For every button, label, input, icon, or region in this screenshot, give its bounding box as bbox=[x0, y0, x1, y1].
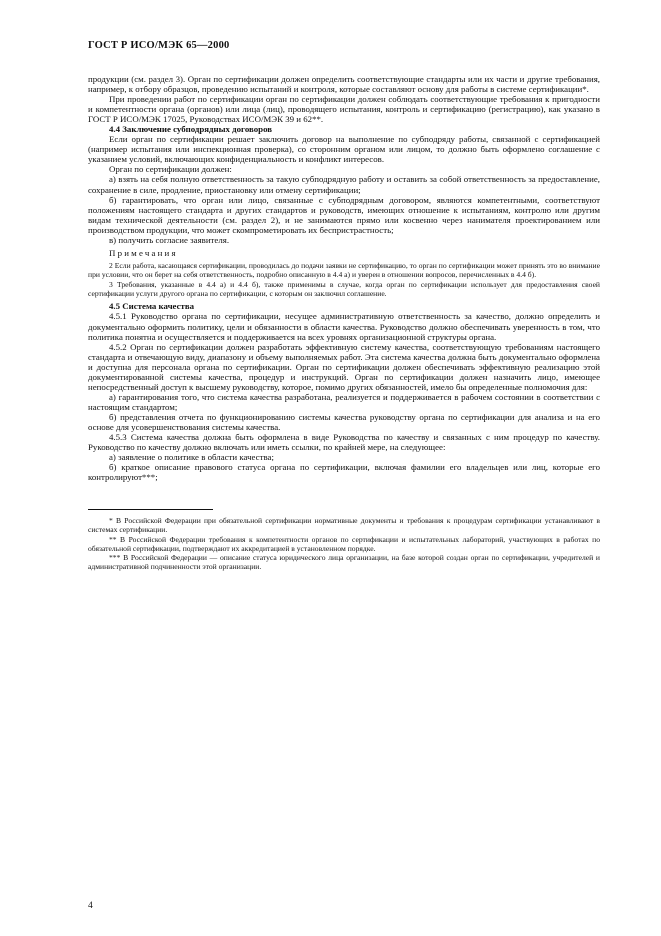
list-item: а) заявление о политике в области качества; bbox=[109, 452, 274, 463]
paragraph: Если орган по сертификации решает заключить договор на выполнение по субподряду работы, связанной с сертификацией (например испытания или инспекционная проверка), со сторонним органом или лицом, то должно быть оформлено соглашение с указанием условий, включающих конфиденциальность и конфликт интересов. bbox=[88, 134, 600, 165]
list-item: в) получить согласие заявителя. bbox=[109, 234, 230, 245]
paragraph: 4.5.3 Система качества должна быть оформлена в виде Руководства по качеству и связанных с ним процедур по качеству. Руководство по качеству должно включать или иметь ссылки, по крайней мере, на следующее: bbox=[88, 432, 600, 453]
paragraph: продукции (см. раздел 3). Орган по сертификации должен определить соответствующие стандарты или их части и другие требования, например, к отбору образцов, проведению испытаний и контроля, которые составляют основу для работы в системе сертификации*. bbox=[88, 74, 600, 95]
document-page bbox=[88, 40, 600, 571]
list-item: б) гарантировать, что орган или лицо, связанные с субподрядным договором, являются компетентными, соответствуют положениям настоящего стандарта и других стандартов и руководств, имеющих отношение к испытаниям, контролю или другим видам технической деятельности (см. раздел 2), и не занимаются прямо или косвенно через нанимателя проектированием или производством продукции, что может скомпрометировать их беспристрастность; bbox=[88, 194, 600, 235]
paragraph: 4.5.2 Орган по сертификации должен разработать эффективную систему качества, соответствующую требованиям настоящего стандарта и отвечающую виду, диапазону и объему выполняемых работ. Эта система качества должна быть документально оформлена и доступна для персонала органа по сертификации. Орган по сертификации должен обеспечивать эффективную реализацию этой документированной системы качества, процедур и инструкций. Орган по сертификации должен назначить лицо, имеющее непосредственный доступ к высшему руководству, которое, помимо других обязанностей, имело бы определенные полномочия для: bbox=[88, 341, 600, 392]
footnote: ** В Российской Федерации требования к компетентности органов по сертификации и испытательных лабораторий, участвующих в работах по обязательной сертификации, подтверждают их аккредитацией в установленном порядке. bbox=[88, 534, 600, 553]
document-header: ГОСТ Р ИСО/МЭК 65—2000 bbox=[88, 40, 230, 51]
footnote-divider bbox=[88, 509, 213, 510]
section-heading-4-4: 4.4 Заключение субподрядных договоров bbox=[109, 124, 273, 135]
page-number: 4 bbox=[88, 901, 93, 911]
note: 3 Требования, указанные в 4.4 а) и 4.4 б), также применимы в случае, когда орган по сертификации использует для предоставления своей сертификации услуги другого органа по сертификации, с которым он заключил соглашение. bbox=[88, 279, 600, 299]
notes-title: Примечания bbox=[109, 247, 178, 258]
paragraph: 4.5.1 Руководство органа по сертификации, несущее административную ответственность за качество, должно определить и документально оформить политику, цели и обязанности в области качества. Руководство должно обеспечивать уверенность в том, что политика понятна и осуществляется и поддерживается на всех уровнях организационной структуры органа. bbox=[88, 311, 600, 342]
note: 2 Если работа, касающаяся сертификации, проводилась до подачи заявки не сертификацию, то орган по сертификации может принять это во внимание при условии, что он берет на себя ответственность, подробно описанную в 4.4 а) и уверен в отношении вопросов, перечисленных в 4.4 б). bbox=[88, 260, 600, 280]
paragraph: Орган по сертификации должен: bbox=[109, 164, 232, 175]
list-item: б) представления отчета по функционированию системы качества руководству органа по сертификации для анализа и на его основе для усовершенствования системы качества. bbox=[88, 411, 600, 432]
paragraph: При проведении работ по сертификации орган по сертификации должен соблюдать соответствующие требования к пригодности и компетентности органа (органов) или лица (лиц), проводящего испытания, контроль и сертификацию (регистрацию), как указано в ГОСТ Р ИСО/МЭК 17025, Руководствах ИСО/МЭК 39 и 62**. bbox=[88, 94, 600, 125]
footnote: * В Российской Федерации при обязательной сертификации нормативные документы и требования к процедурам сертификации устанавливают в системах сертификации. bbox=[88, 516, 600, 535]
section-heading-4-5: 4.5 Система качества bbox=[109, 301, 195, 312]
list-item: а) взять на себя полную ответственность за такую субподрядную работу и оставить за собой ответственность за предоставление, сохранение в силе, продление, приостановку или отмену сертификации; bbox=[88, 174, 600, 195]
list-item: а) гарантирования того, что система качества разработана, реализуется и поддерживается в рабочем состоянии в соответствии с настоящим стандартом; bbox=[88, 391, 600, 412]
footnote: *** В Российской Федерации — описание статуса юридического лица организации, на базе которой создан орган по сертификации, учредителей и административной подчиненности этой организации. bbox=[88, 553, 600, 572]
list-item: б) краткое описание правового статуса органа по сертификации, включая фамилии его владельцев или лиц, которые его контролируют***; bbox=[88, 462, 600, 483]
